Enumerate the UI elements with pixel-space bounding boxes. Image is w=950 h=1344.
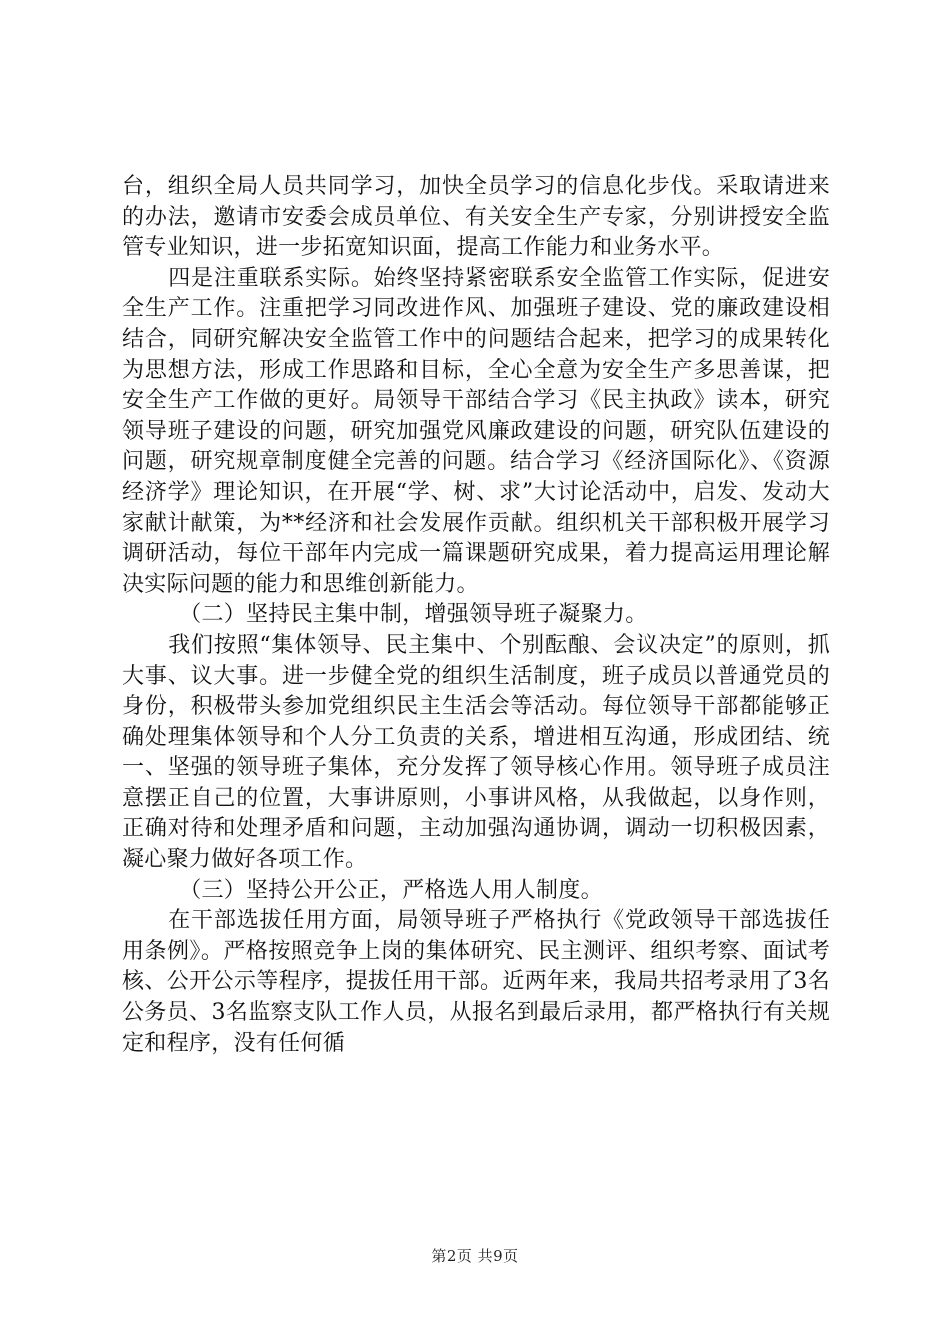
section-heading-cadre-selection: （三）坚持公开公正，严格选人用人制度。 — [179, 877, 603, 903]
paragraph-continuation: 台，组织全局人员共同学习，加快全员学习的信息化步伐。采取请进来的办法，邀请市安委会成员单位、有关安全生产专家，分别讲授安全监管专业知识，进一步拓宽知识面，提高工作能力和业务水平。 — [122, 174, 830, 261]
section-heading-democratic-centralism: （二）坚持民主集中制，增强领导班子凝聚力。 — [179, 602, 648, 628]
page-footer: 第2页 共9页 — [431, 1247, 519, 1265]
paragraph-practice: 四是注重联系实际。始终坚持紧密联系安全监管工作实际，促进安全生产工作。注重把学习同改进作风、加强班子建设、党的廉政建设相结合，同研究解决安全监管工作中的问题结合起来，把学习的成果转化为思想方法，形成工作思路和目标，全心全意为安全生产多思善谋，把安全生产工作做的更好。局领导干部结合学习《民主执政》读本，研究领导班子建设的问题，研究加强党风廉政建设的问题，研究队伍建设的问题，研究规章制度健全完善的问题。结合学习《经济国际化》、《资源经济学》理论知识，在开展“学、树、求”大讨论活动中，启发、发动大家献计献策，为**经济和社会发展作贡献。组织机关干部积极开展学习调研活动，每位干部年内完成一篇课题研究成果，着力提高运用理论解决实际问题的能力和思维创新能力。 — [122, 265, 830, 597]
document-body — [122, 172, 830, 1059]
paragraph-democratic-centralism: 我们按照“集体领导、民主集中、个别酝酿、会议决定”的原则，抓大事、议大事。进一步健全党的组织生活制度，班子成员以普通党员的身份，积极带头参加党组织民主生活会等活动。每位领导干部都能够正确处理集体领导和个人分工负责的关系，增进相互沟通，形成团结、统一、坚强的领导班子集体，充分发挥了领导核心作用。领导班子成员注意摆正自己的位置，大事讲原则，小事讲风格，从我做起，以身作则，正确对待和处理矛盾和问题，主动加强沟通协调，调动一切积极因素，凝心聚力做好各项工作。 — [122, 632, 830, 873]
paragraph-cadre-selection: 在干部选拔任用方面，局领导班子严格执行《党政领导干部选拔任用条例》。严格按照竞争上岗的集体研究、民主测评、组织考察、面试考核、公开公示等程序，提拔任用干部。近两年来，我局共招考录用了3名公务员、3名监察支队工作人员，从报名到最后录用，都严格执行有关规定和程序，没有任何循 — [122, 908, 830, 1056]
